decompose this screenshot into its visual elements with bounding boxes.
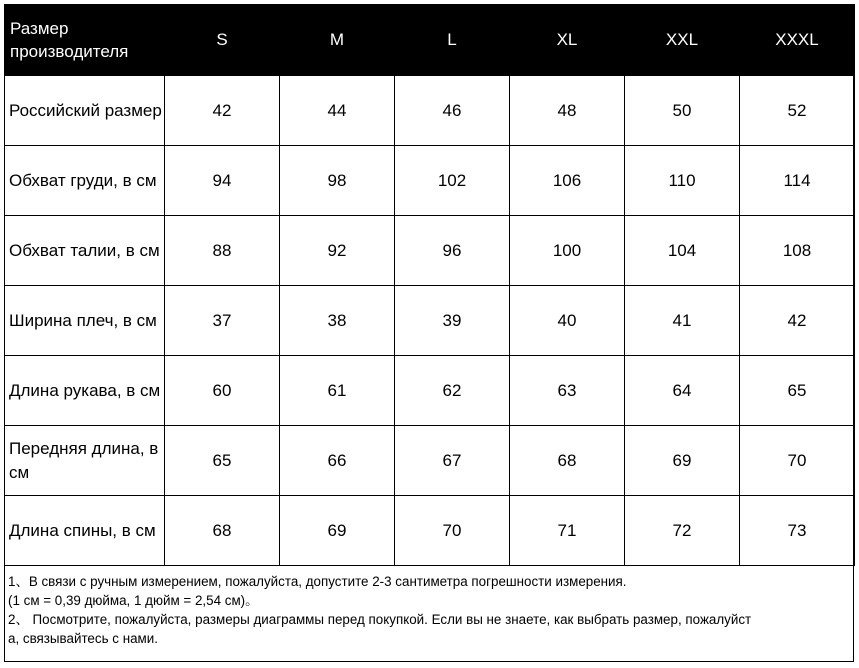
table-cell: 37	[165, 286, 280, 356]
table-cell: 42	[740, 286, 855, 356]
table-cell: 102	[395, 146, 510, 216]
table-cell: 73	[740, 496, 855, 566]
table-row	[5, 146, 855, 216]
header-row	[5, 5, 855, 76]
size-header: M	[280, 5, 395, 76]
table-cell: 62	[395, 356, 510, 426]
table-cell: 69	[280, 496, 395, 566]
note-line: 1、В связи с ручным измерением, пожалуйста, допустите 2-3 сантиметра погрешности измерения.	[8, 574, 627, 589]
table-cell: 96	[395, 216, 510, 286]
table-cell: 88	[165, 216, 280, 286]
table-row	[5, 356, 855, 426]
table-cell: 69	[625, 426, 740, 496]
row-label: Обхват груди, в см	[5, 146, 165, 216]
table-cell: 94	[165, 146, 280, 216]
table-cell: 63	[510, 356, 625, 426]
table-cell: 100	[510, 216, 625, 286]
row-label: Ширина плеч, в см	[5, 286, 165, 356]
size-header: XL	[510, 5, 625, 76]
corner-header: Размер производителя	[5, 5, 165, 76]
table-cell: 42	[165, 76, 280, 146]
table-row	[5, 286, 855, 356]
size-header: XXXL	[740, 5, 855, 76]
table-cell: 104	[625, 216, 740, 286]
table-cell: 65	[165, 426, 280, 496]
table-cell: 71	[510, 496, 625, 566]
table-cell: 67	[395, 426, 510, 496]
table-cell: 68	[165, 496, 280, 566]
row-label: Длина спины, в см	[5, 496, 165, 566]
table-cell: 44	[280, 76, 395, 146]
table-cell: 114	[740, 146, 855, 216]
table-cell: 50	[625, 76, 740, 146]
size-table	[4, 4, 855, 566]
table-cell: 64	[625, 356, 740, 426]
table-row	[5, 496, 855, 566]
table-cell: 61	[280, 356, 395, 426]
table-row	[5, 76, 855, 146]
table-cell: 98	[280, 146, 395, 216]
table-cell: 92	[280, 216, 395, 286]
table-cell: 70	[740, 426, 855, 496]
size-header: XXL	[625, 5, 740, 76]
table-cell: 72	[625, 496, 740, 566]
table-cell: 38	[280, 286, 395, 356]
table-cell: 41	[625, 286, 740, 356]
size-header: L	[395, 5, 510, 76]
table-cell: 46	[395, 76, 510, 146]
table-cell: 65	[740, 356, 855, 426]
row-label: Обхват талии, в см	[5, 216, 165, 286]
table-cell: 48	[510, 76, 625, 146]
size-chart	[4, 4, 854, 662]
note-line: а, связывайтесь с нами.	[8, 631, 158, 646]
table-cell: 39	[395, 286, 510, 356]
table-row	[5, 216, 855, 286]
notes	[5, 562, 851, 648]
table-row	[5, 426, 855, 496]
row-label: Передняя длина, в см	[5, 426, 165, 496]
note-line: 2、 Посмотрите, пожалуйста, размеры диаграммы перед покупкой. Если вы не знаете, как выбрать размер, пожалуйст	[8, 612, 752, 627]
table-cell: 106	[510, 146, 625, 216]
table-cell: 70	[395, 496, 510, 566]
table-cell: 40	[510, 286, 625, 356]
row-label: Длина рукава, в см	[5, 356, 165, 426]
table-cell: 110	[625, 146, 740, 216]
table-cell: 66	[280, 426, 395, 496]
table-cell: 68	[510, 426, 625, 496]
row-label: Российский размер	[5, 76, 165, 146]
table-cell: 108	[740, 216, 855, 286]
table-cell: 60	[165, 356, 280, 426]
table-cell: 52	[740, 76, 855, 146]
note-line: (1 см = 0,39 дюйма, 1 дюйм = 2,54 см)。	[8, 593, 259, 608]
size-header: S	[165, 5, 280, 76]
